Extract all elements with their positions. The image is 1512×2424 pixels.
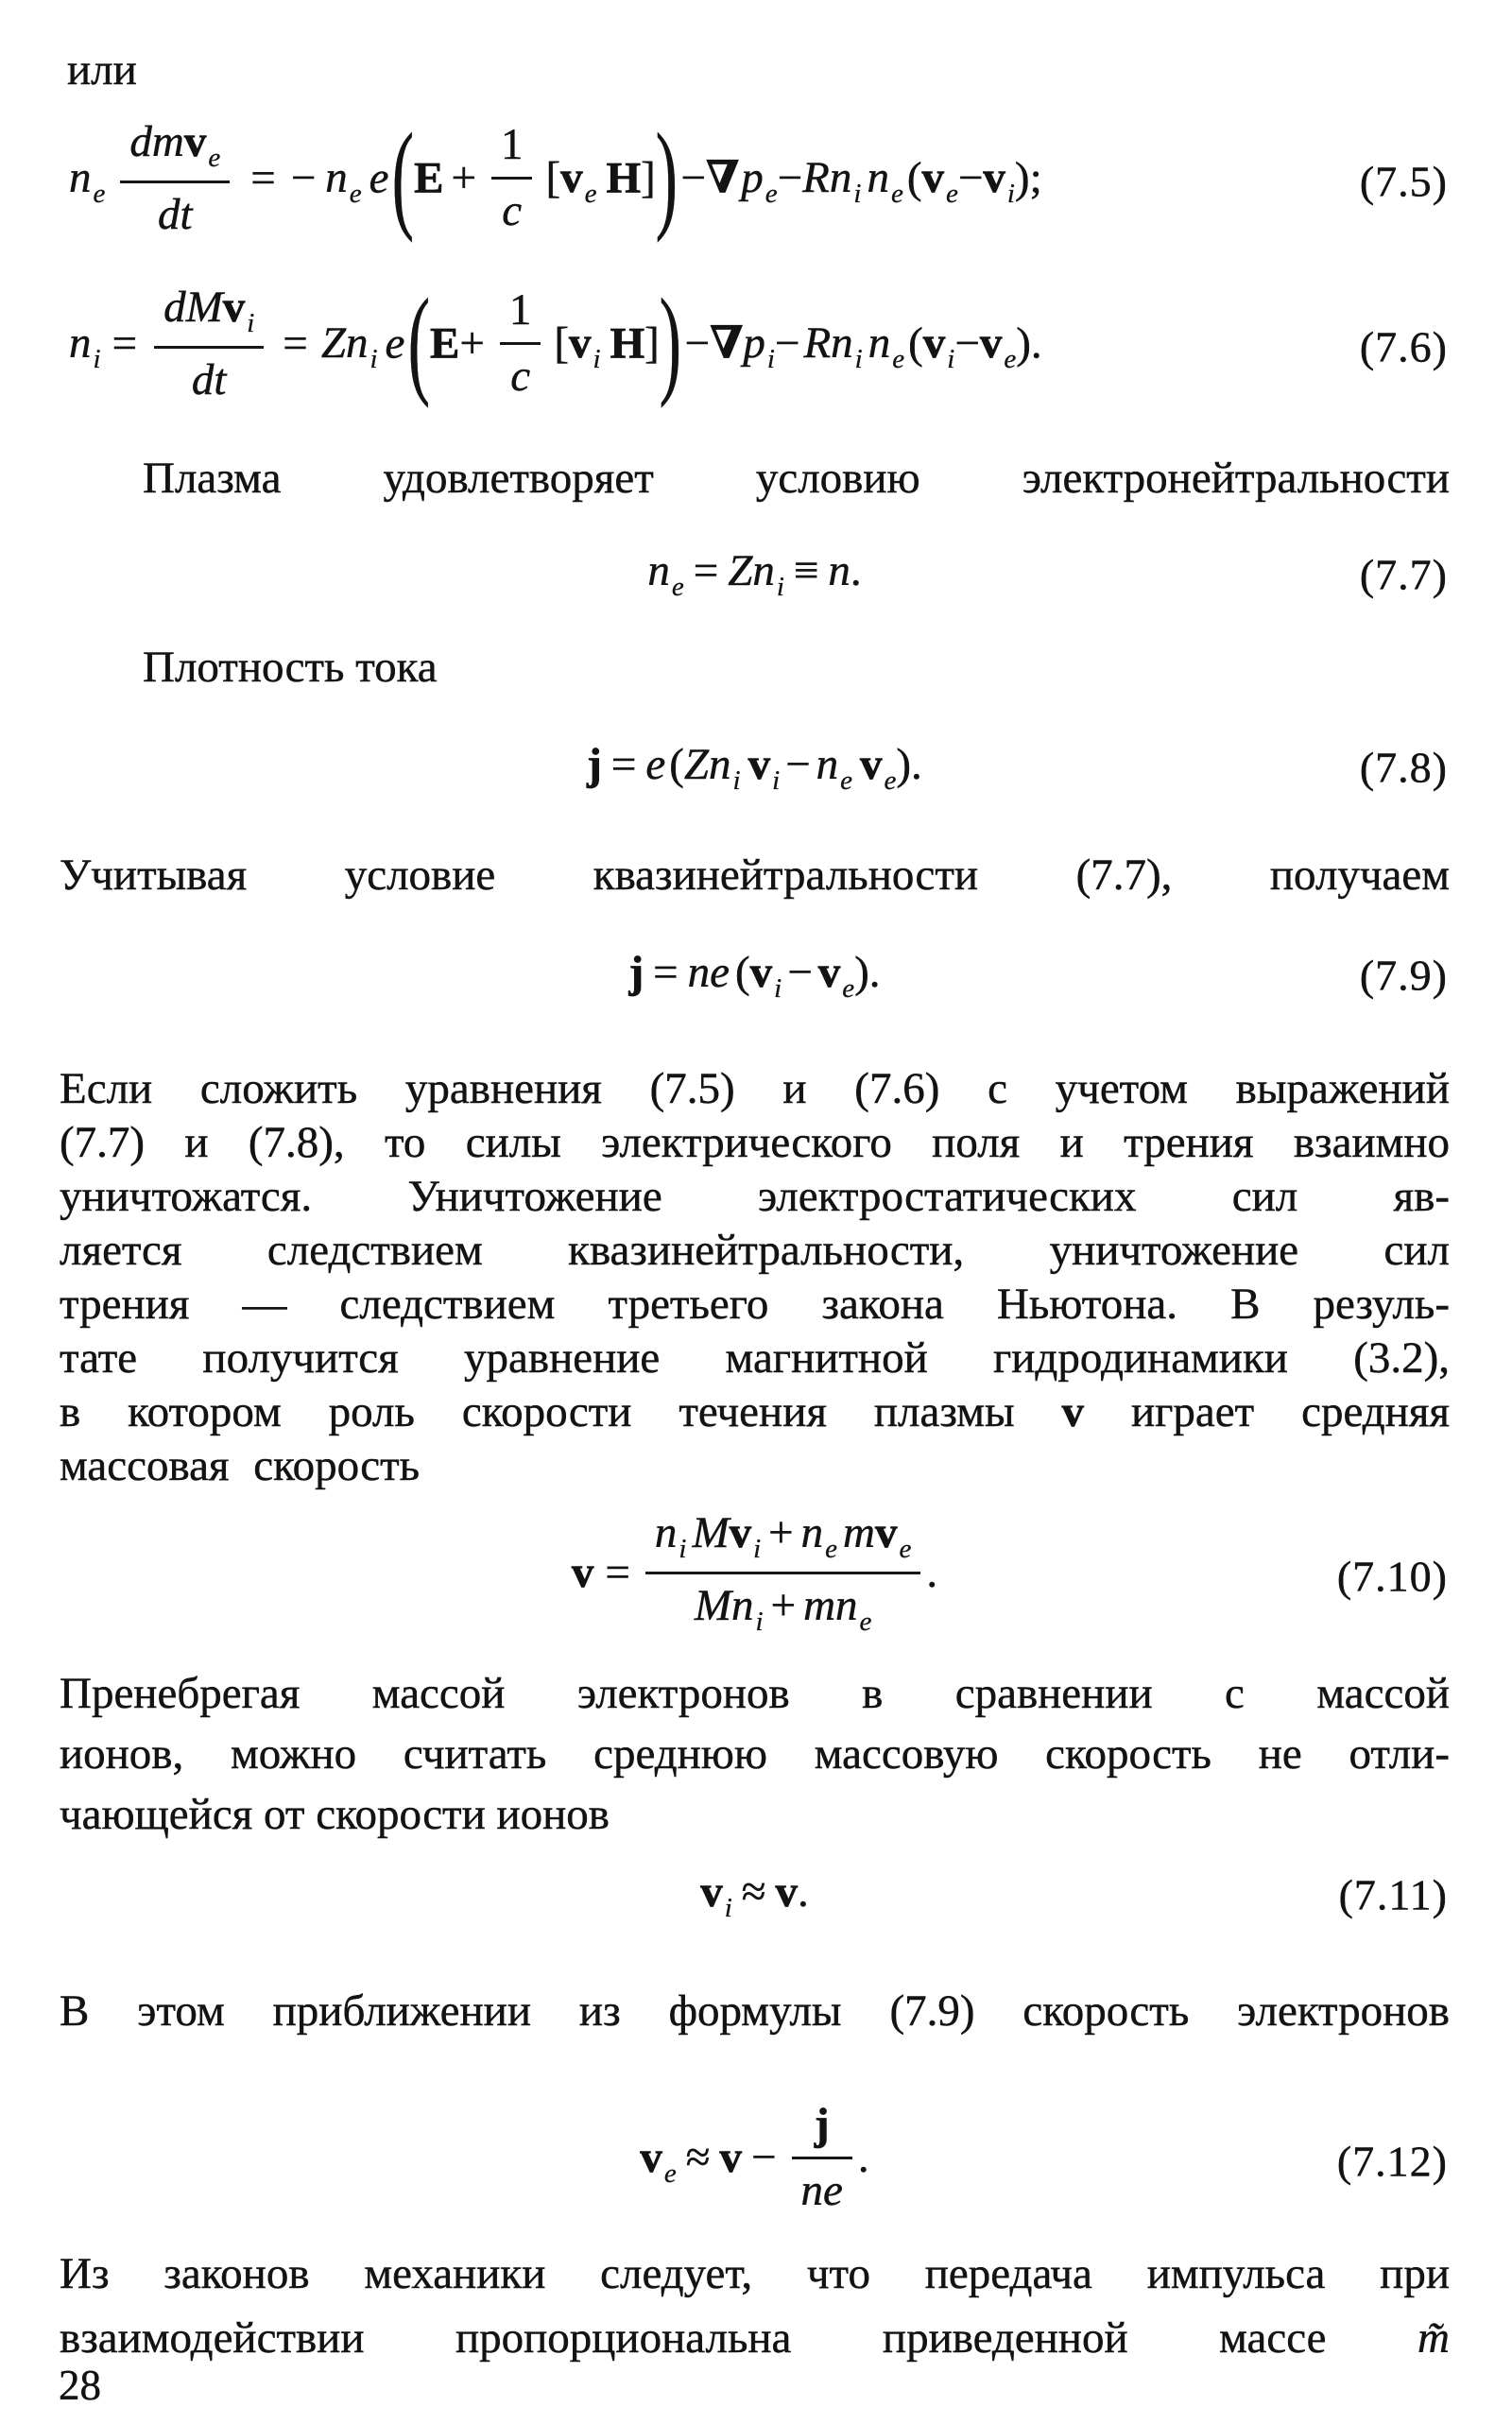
equation-number: (7.11) [1338, 1870, 1448, 1919]
text-line: Пренебрегая массой электронов в сравнении с массой [60, 1669, 1450, 1718]
math-token: $p_i$ [743, 318, 775, 374]
math-token: $Rn_i$ [802, 152, 862, 209]
paragraph-or [60, 43, 1450, 97]
math-token: dt [158, 189, 193, 239]
math-token: $v_e$ [860, 739, 897, 796]
math-token: − [680, 152, 706, 202]
math-token: e [385, 318, 405, 368]
math-token: . [850, 546, 862, 595]
math-token: = [283, 318, 308, 368]
fraction-numerator [792, 2099, 852, 2159]
text-line: уничтожатся. Уничтожение электростатических сил яв- [60, 1172, 1450, 1221]
math-token: [ [554, 318, 570, 368]
reduced-mass-symbol: m̃ [1418, 2313, 1450, 2363]
math-token: n [828, 546, 850, 595]
math-subscript: i [772, 765, 781, 796]
math-token: − [785, 739, 811, 789]
math-token: dM [163, 282, 223, 332]
math-subscript: e [208, 142, 221, 173]
fraction-denominator [645, 1574, 921, 1638]
math-subscript: e [671, 572, 684, 602]
math-subscript: i [774, 972, 782, 1004]
equation-number: (7.6) [1359, 322, 1448, 371]
math-token: − [774, 318, 800, 368]
math-token: $v_i$ [729, 1507, 762, 1564]
math-subscript: i [724, 1892, 732, 1923]
math-subscript: i [732, 765, 741, 796]
equation-body [571, 1507, 938, 1642]
paragraph-mass [60, 1663, 1450, 1845]
equation-body: $n_i$ = $\frac{dMv_i}{dt}$ = $Zn_i$ e(E+ $\frac{1}{c}$ [$v_i$ $H])-\nabla p_i-Rn_i$ $n_e(v_i-v_e)$. [69, 274, 1042, 408]
text-line: чающейся от скорости ионов [60, 1790, 610, 1839]
math-token: ∇ [709, 318, 744, 368]
math-token: ≈ [741, 1866, 766, 1917]
paragraph-approximation [60, 1985, 1450, 2038]
math-token: ne [687, 947, 730, 997]
fraction-denominator [500, 345, 541, 402]
math-token: $Rn_i$ [803, 318, 863, 374]
math-token: $v_i$ [700, 1866, 732, 1923]
math-token: $n_e$ [867, 152, 903, 209]
text-line: Из законов механики следует, что передача импульса при [60, 2249, 1450, 2298]
math-token: e [645, 739, 666, 789]
math-token: H [610, 318, 645, 368]
math-subscript: i [947, 343, 955, 374]
math-subscript: i [766, 343, 775, 374]
math-token: ] [641, 152, 656, 202]
paragraph-current-density [60, 641, 1450, 695]
math-token: . [798, 1866, 809, 1917]
fraction-numerator [154, 282, 264, 349]
math-token: $v_e$ [640, 2132, 677, 2189]
math-token: E [414, 152, 444, 202]
math-token: = [653, 947, 679, 997]
equation-7-6 [60, 271, 1450, 422]
equation-body [647, 545, 861, 603]
math-subscript: e [890, 178, 903, 209]
math-token: $v_e$ [921, 152, 958, 209]
math-subscript: i [93, 343, 101, 374]
math-token: ≡ [793, 546, 819, 595]
math-token: $n_e$ [647, 546, 684, 602]
fraction [491, 119, 533, 236]
paragraph-considering [60, 849, 1450, 903]
math-token: H [606, 152, 642, 202]
math-subscript: i [755, 1606, 764, 1637]
text-line [60, 2306, 1450, 2370]
text-line: Плотность тока [143, 643, 438, 692]
equation-number: (7.8) [1359, 743, 1448, 792]
math-subscript: e [825, 1533, 838, 1564]
math-token: ( [669, 739, 684, 789]
math-token: j [628, 947, 644, 997]
text-line [60, 1385, 1450, 1439]
math-token: ∇ [705, 152, 740, 202]
math-token: ); [1014, 152, 1042, 202]
math-token: $n_e$ [325, 152, 362, 209]
math-token: − [751, 2132, 777, 2182]
math-token: + [459, 318, 485, 368]
math-token: − [954, 318, 980, 368]
math-token: $v_i$ [983, 152, 1015, 209]
paragraph-summation [60, 1062, 1450, 1493]
math-subscript: e [859, 1606, 872, 1637]
fraction-numerator [120, 116, 230, 183]
text-line: ляется следствием квазинейтральности, уничтожение сил [60, 1226, 1450, 1275]
math-token: $v_e$ [875, 1507, 912, 1564]
math-token: − [787, 947, 813, 997]
math-token: ( [735, 947, 750, 997]
math-token: $v_i$ [747, 739, 781, 796]
math-token: dt [191, 354, 227, 404]
equation-body: $n_e$ $\frac{dmv_e}{dt}$ = − $n_e$ e(E + $\frac{1}{c}$ [$v_e$ $H])-\nabla p_e-Rn_i$ $n_e(v_e-v_i)$; [69, 109, 1042, 243]
math-subscript: e [584, 178, 597, 209]
text-fragment: играет средняя [1130, 1387, 1450, 1436]
math-token: ). [854, 947, 881, 997]
math-token: $p_e$ [741, 152, 778, 209]
text-line: или [67, 45, 137, 95]
page-number: 28 [59, 2362, 101, 2409]
math-token: 1 [500, 120, 524, 169]
paragraph-mechanics [60, 2242, 1450, 2370]
math-subscript: i [753, 1533, 762, 1564]
math-token: m [843, 1507, 875, 1557]
math-token: − [777, 152, 803, 202]
math-token: $n_e$ [868, 318, 905, 374]
math-token: $v_e$ [817, 947, 855, 1004]
equation-7-5 [60, 106, 1450, 257]
fraction-numerator [500, 284, 541, 345]
math-token: e [369, 152, 389, 202]
text-line: массовая скорость [60, 1441, 421, 1490]
fraction-numerator [645, 1507, 921, 1574]
text-line: Учитывая условие квазинейтральности (7.7), получаем [60, 851, 1450, 900]
math-token: . [926, 1547, 938, 1597]
equation-7-10 [60, 1503, 1450, 1649]
math-token: ne [800, 2166, 843, 2215]
math-token: ] [644, 318, 660, 368]
math-subscript: i [369, 343, 378, 374]
vector-v-symbol: v [1061, 1387, 1085, 1436]
math-token: + [770, 1580, 797, 1630]
math-token: = [112, 318, 138, 368]
math-token: c [510, 352, 531, 401]
fraction-numerator [491, 119, 533, 180]
math-token: c [502, 186, 523, 235]
equation-7-9 [60, 933, 1450, 1018]
math-token: = [610, 739, 637, 789]
math-subscript: e [840, 765, 853, 796]
math-token: $v_e$ [979, 318, 1017, 374]
math-token: j [814, 2100, 830, 2149]
math-token: $n_e$ [816, 739, 853, 796]
equation-body [628, 947, 880, 1005]
math-subscript: i [593, 343, 601, 374]
equation-body [587, 739, 922, 797]
math-subscript: i [1006, 178, 1015, 209]
paragraph-plasma [60, 452, 1450, 506]
equation-7-11 [60, 1857, 1450, 1933]
math-token: v [719, 2132, 743, 2182]
math-token: M [692, 1507, 730, 1557]
math-token: $v_e$ [560, 152, 597, 209]
math-token: dm [129, 116, 184, 166]
fraction [792, 2099, 852, 2216]
fraction [645, 1507, 921, 1638]
equation-7-12 [60, 2090, 1450, 2232]
text-line: тате получится уравнение магнитной гидродинамики (3.2), [60, 1333, 1450, 1383]
math-token: ( [908, 318, 923, 368]
text-line: Плазма удовлетворяет условию электронейтральности [143, 454, 1450, 503]
math-token: + [768, 1507, 794, 1557]
math-token: $v_i$ [222, 282, 255, 338]
math-token: + [451, 152, 476, 202]
math-subscript: i [853, 178, 862, 209]
math-subscript: e [663, 2158, 677, 2189]
math-token: − [290, 152, 317, 202]
math-subscript: i [776, 572, 784, 602]
math-token: $v_i$ [749, 947, 782, 1004]
text-fragment: взаимодействии пропорциональна приведенной массе [60, 2313, 1327, 2363]
equation-body [700, 1866, 809, 1924]
fraction-denominator [792, 2159, 852, 2216]
fraction [120, 116, 230, 240]
math-subscript: i [854, 343, 863, 374]
math-token: j [587, 739, 602, 789]
math-subscript: e [842, 972, 855, 1004]
math-subscript: e [884, 765, 897, 796]
fraction-denominator [154, 349, 264, 405]
math-token: $v_i$ [922, 318, 955, 374]
math-token: $Zn_i$ [728, 546, 784, 602]
fraction [500, 284, 541, 402]
math-token: $mn_e$ [803, 1580, 872, 1637]
math-subscript: i [679, 1533, 687, 1564]
math-token: $n_i$ [654, 1507, 687, 1564]
math-token: = [693, 546, 719, 595]
math-token: [ [545, 152, 561, 202]
equation-7-8 [60, 725, 1450, 810]
math-token: $v_i$ [569, 318, 601, 374]
math-subscript: e [945, 178, 958, 209]
math-subscript: e [892, 343, 905, 374]
equation-number: (7.12) [1336, 2137, 1448, 2186]
fraction-denominator [120, 183, 230, 240]
math-token: . [857, 2132, 869, 2182]
math-subscript: e [349, 178, 362, 209]
fraction-denominator [491, 180, 533, 236]
equation-7-7 [60, 534, 1450, 614]
equation-body [640, 2100, 869, 2220]
text-line: Если сложить уравнения (7.5) и (7.6) с учетом выражений [60, 1064, 1450, 1113]
math-subscript: i [247, 307, 255, 338]
math-token: E [430, 318, 460, 368]
math-token: − [957, 152, 984, 202]
math-token: $n_i$ [69, 318, 101, 374]
equation-number: (7.7) [1359, 550, 1448, 598]
math-token: = [605, 1547, 630, 1597]
math-token: $Zn_i$ [320, 318, 378, 374]
text-line: трения — следствием третьего закона Ньютона. В резуль- [60, 1280, 1450, 1329]
math-token: $v_e$ [183, 116, 221, 173]
math-token: 1 [508, 285, 532, 335]
math-subscript: e [899, 1533, 912, 1564]
equation-number: (7.5) [1359, 157, 1448, 206]
text-line: ионов, можно считать среднюю массовую скорость не отли- [60, 1729, 1450, 1779]
text-line: В этом приближении из формулы (7.9) скорость электронов [60, 1986, 1450, 2036]
text-fragment: в котором роль скорости течения плазмы [60, 1387, 1015, 1436]
math-token: $n_e$ [800, 1507, 838, 1564]
math-subscript: e [93, 178, 106, 209]
math-token: − [684, 318, 710, 368]
math-token: = [250, 152, 276, 202]
equation-number: (7.9) [1359, 951, 1448, 1000]
math-token: $n_e$ [69, 152, 106, 209]
text-line: (7.7) и (7.8), то силы электрического поля и трения взаимно [60, 1118, 1450, 1167]
math-subscript: e [765, 178, 778, 209]
math-token: $Zn_i$ [683, 739, 741, 796]
math-token: $Mn_i$ [694, 1580, 764, 1637]
fraction [154, 282, 264, 405]
equation-number: (7.10) [1336, 1552, 1448, 1600]
math-token: ). [896, 739, 922, 789]
math-subscript: e [1004, 343, 1017, 374]
math-token: ). [1016, 318, 1042, 368]
math-token: v [775, 1866, 799, 1917]
math-token: ≈ [685, 2132, 711, 2182]
math-token: ( [906, 152, 922, 202]
math-token: v [571, 1547, 594, 1597]
